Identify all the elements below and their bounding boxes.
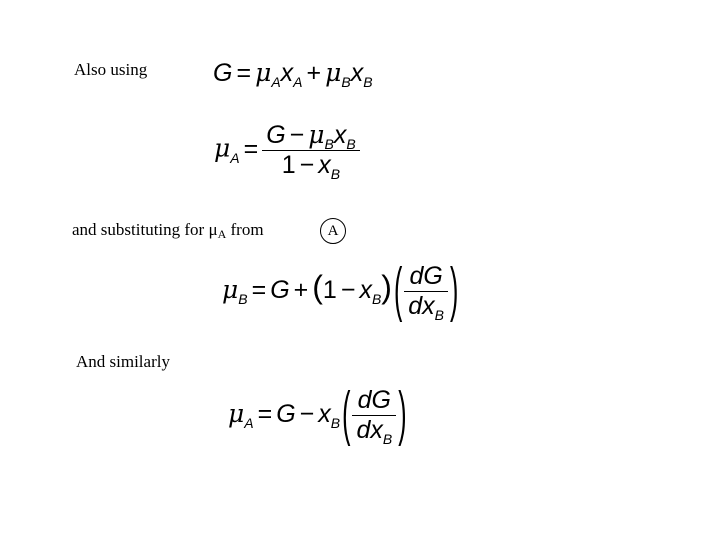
substituting-prefix: and substituting for	[72, 220, 209, 239]
substituting-text	[72, 220, 264, 240]
equation-mu-b: $\mu_B = G + (1 - x_B)$( $\frac{dG}{dx_B}$ )	[222, 256, 459, 324]
also-using-text: Also using	[74, 60, 148, 79]
equation-mu-a-rearranged: $\mu_A$ = $\frac{G - \mu_Bx_B}{1 - x_B}$	[214, 120, 360, 180]
substituting-sub: A	[217, 227, 227, 241]
equation-marker-a: A	[320, 218, 346, 244]
equation-gibbs-sum: $G = \mu_Ax_A + \mu_Bx_B$	[213, 58, 373, 90]
and-similarly-text: And similarly	[76, 352, 170, 371]
substituting-mu: μ	[208, 220, 218, 239]
substituting-suffix: from	[226, 220, 264, 239]
equation-mu-a: $\mu_A = G - x_B$( $\frac{dG}{dx_B}$ )	[228, 380, 407, 448]
